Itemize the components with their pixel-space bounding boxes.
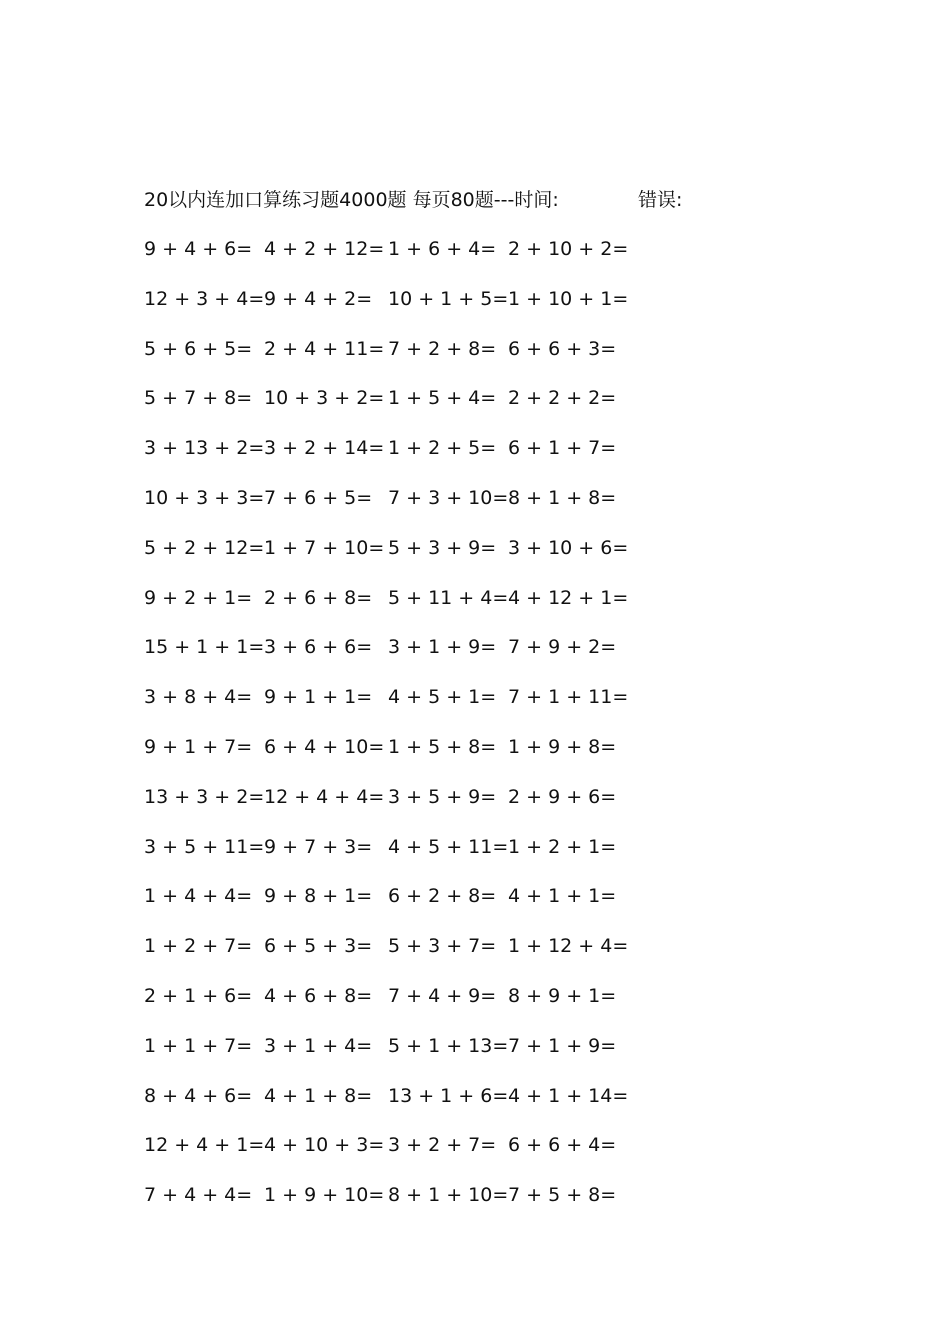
problem-row: [144, 1182, 634, 1232]
problem-row: [144, 883, 634, 933]
problem-cell: 10 + 1 + 5=: [388, 287, 509, 310]
problem-row: [144, 983, 634, 1033]
problem-cell: 1 + 9 + 10=: [264, 1184, 385, 1207]
problem-cell: 12 + 3 + 4=: [144, 287, 265, 310]
problem-cell: 5 + 3 + 7=: [388, 935, 497, 958]
problem-cell: 1 + 5 + 8=: [388, 735, 497, 758]
problem-cell: 1 + 9 + 8=: [508, 735, 617, 758]
problem-cell: 10 + 3 + 3=: [144, 486, 265, 509]
problem-cell: 9 + 1 + 7=: [144, 735, 253, 758]
problem-cell: 13 + 1 + 6=: [388, 1084, 509, 1107]
problem-cell: 5 + 11 + 4=: [388, 586, 509, 609]
problem-cell: 5 + 2 + 12=: [144, 536, 265, 559]
problem-cell: 4 + 2 + 12=: [264, 238, 385, 260]
problem-cell: 3 + 10 + 6=: [508, 536, 629, 559]
problem-cell: 2 + 6 + 8=: [264, 586, 373, 609]
problem-cell: 9 + 7 + 3=: [264, 835, 373, 858]
problem-cell: 9 + 4 + 6=: [144, 238, 253, 260]
problem-cell: 1 + 2 + 5=: [388, 437, 497, 460]
problem-row: [144, 933, 634, 983]
problem-cell: 5 + 7 + 8=: [144, 387, 253, 410]
errors-label: 错误:: [638, 189, 683, 211]
problem-cell: 7 + 5 + 8=: [508, 1184, 617, 1207]
problem-cell: 9 + 2 + 1=: [144, 586, 253, 609]
problem-cell: 10 + 3 + 2=: [264, 387, 385, 410]
problem-cell: 5 + 1 + 13=: [388, 1034, 509, 1057]
problem-cell: 9 + 1 + 1=: [264, 686, 373, 709]
worksheet-title: 20以内连加口算练习题4000题 每页80题---时间:: [144, 189, 559, 211]
problem-cell: 6 + 4 + 10=: [264, 735, 385, 758]
problem-cell: 2 + 2 + 2=: [508, 387, 617, 410]
problem-grid: [144, 236, 634, 1232]
problem-cell: 7 + 1 + 9=: [508, 1034, 617, 1057]
problem-cell: 7 + 2 + 8=: [388, 337, 497, 360]
problem-cell: 7 + 4 + 9=: [388, 984, 497, 1007]
problem-cell: 13 + 3 + 2=: [144, 785, 265, 808]
problem-cell: 6 + 6 + 3=: [508, 337, 617, 360]
problem-cell: 1 + 4 + 4=: [144, 885, 253, 908]
problem-row: [144, 485, 634, 535]
problem-cell: 12 + 4 + 1=: [144, 1134, 265, 1157]
problem-cell: 3 + 6 + 6=: [264, 636, 373, 659]
problem-cell: 3 + 13 + 2=: [144, 437, 265, 460]
problem-cell: 3 + 2 + 7=: [388, 1134, 497, 1157]
problem-cell: 1 + 10 + 1=: [508, 287, 629, 310]
problem-row: [144, 236, 634, 286]
problem-cell: 1 + 6 + 4=: [388, 238, 497, 260]
problem-row: [144, 734, 634, 784]
problem-cell: 1 + 2 + 1=: [508, 835, 617, 858]
problem-cell: 12 + 4 + 4=: [264, 785, 385, 808]
problem-cell: 5 + 3 + 9=: [388, 536, 497, 559]
problem-cell: 8 + 1 + 10=: [388, 1184, 509, 1207]
problem-cell: 3 + 1 + 9=: [388, 636, 497, 659]
problem-cell: 3 + 2 + 14=: [264, 437, 385, 460]
problem-cell: 6 + 2 + 8=: [388, 885, 497, 908]
problem-cell: 7 + 9 + 2=: [508, 636, 617, 659]
problem-cell: 2 + 1 + 6=: [144, 984, 253, 1007]
problem-cell: 2 + 9 + 6=: [508, 785, 617, 808]
problem-row: [144, 684, 634, 734]
problem-cell: 9 + 4 + 2=: [264, 287, 373, 310]
problem-row: [144, 585, 634, 635]
problem-row: [144, 784, 634, 834]
problem-cell: 4 + 1 + 14=: [508, 1084, 629, 1107]
problem-cell: 8 + 4 + 6=: [144, 1084, 253, 1107]
worksheet-header: [144, 186, 683, 214]
problem-cell: 8 + 9 + 1=: [508, 984, 617, 1007]
problem-row: [144, 385, 634, 435]
problem-cell: 4 + 10 + 3=: [264, 1134, 385, 1157]
problem-cell: 4 + 5 + 1=: [388, 686, 497, 709]
problem-cell: 9 + 8 + 1=: [264, 885, 373, 908]
problem-row: [144, 435, 634, 485]
problem-cell: 4 + 1 + 1=: [508, 885, 617, 908]
problem-row: [144, 535, 634, 585]
problem-cell: 4 + 6 + 8=: [264, 984, 373, 1007]
problem-cell: 2 + 10 + 2=: [508, 238, 629, 260]
problem-cell: 1 + 12 + 4=: [508, 935, 629, 958]
problem-cell: 6 + 6 + 4=: [508, 1134, 617, 1157]
problem-row: [144, 1083, 634, 1133]
problem-cell: 7 + 3 + 10=: [388, 486, 509, 509]
problem-cell: 6 + 5 + 3=: [264, 935, 373, 958]
problem-row: [144, 834, 634, 884]
problem-cell: 3 + 5 + 9=: [388, 785, 497, 808]
problem-cell: 2 + 4 + 11=: [264, 337, 385, 360]
problem-cell: 1 + 7 + 10=: [264, 536, 385, 559]
problem-cell: 1 + 5 + 4=: [388, 387, 497, 410]
problem-cell: 8 + 1 + 8=: [508, 486, 617, 509]
problem-cell: 5 + 6 + 5=: [144, 337, 253, 360]
problem-cell: 7 + 6 + 5=: [264, 486, 373, 509]
problem-row: [144, 1132, 634, 1182]
problem-cell: 3 + 5 + 11=: [144, 835, 265, 858]
problem-cell: 1 + 1 + 7=: [144, 1034, 253, 1057]
problem-cell: 1 + 2 + 7=: [144, 935, 253, 958]
problem-row: [144, 634, 634, 684]
problem-cell: 3 + 1 + 4=: [264, 1034, 373, 1057]
problem-cell: 4 + 5 + 11=: [388, 835, 509, 858]
problem-cell: 7 + 4 + 4=: [144, 1184, 253, 1207]
problem-row: [144, 286, 634, 336]
problem-cell: 7 + 1 + 11=: [508, 686, 629, 709]
problem-cell: 15 + 1 + 1=: [144, 636, 265, 659]
problem-cell: 3 + 8 + 4=: [144, 686, 253, 709]
problem-cell: 4 + 1 + 8=: [264, 1084, 373, 1107]
problem-cell: 4 + 12 + 1=: [508, 586, 629, 609]
problem-row: [144, 1033, 634, 1083]
problem-row: [144, 336, 634, 386]
problem-cell: 6 + 1 + 7=: [508, 437, 617, 460]
